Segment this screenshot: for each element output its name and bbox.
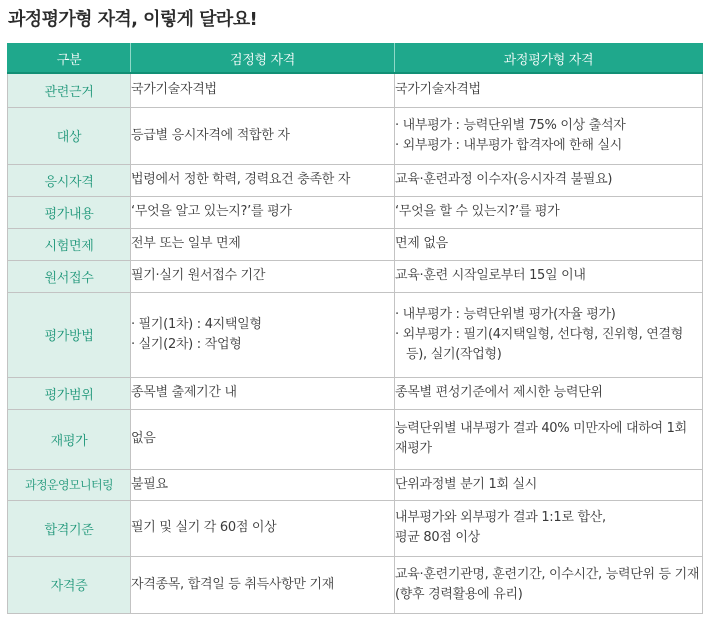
cell-line: 교육·훈련기관명, 훈련기간, 이수시간, 능력단위 등 기재(향후 경력활용에 유리): [395, 566, 700, 602]
exam-cell: [131, 164, 395, 196]
table-row: [8, 469, 703, 500]
exam-cell: [131, 409, 395, 469]
cell-line: · 내부평가 : 능력단위별 평가(자율 평가): [395, 306, 616, 322]
row-category: 과정운영모니터링: [8, 469, 131, 500]
table-row: [8, 107, 703, 164]
row-category: 평가내용: [8, 196, 131, 228]
cell-line: 국가기술자격법: [395, 82, 481, 98]
cell-line: · 필기(1차) : 4지택일형: [131, 316, 262, 332]
cell-line: 면제 없음: [395, 236, 448, 251]
cell-line: 교육·훈련과정 이수자(응시자격 불필요): [395, 172, 613, 187]
cell-line: 국가기술자격법: [131, 82, 217, 98]
course-cell: [395, 556, 703, 613]
course-cell: [395, 196, 703, 228]
exam-cell: [131, 500, 395, 556]
exam-cell: [131, 377, 395, 409]
table-row: [8, 196, 703, 228]
exam-cell: [131, 107, 395, 164]
table-row: [8, 260, 703, 292]
row-category: 재평가: [8, 409, 131, 469]
table-row: [8, 556, 703, 613]
comparison-table: [7, 43, 703, 614]
cell-line: 불필요: [131, 476, 168, 492]
cell-line: 필기 및 실기 각 60점 이상: [131, 520, 277, 535]
cell-line: 없음: [131, 431, 156, 446]
exam-cell: [131, 260, 395, 292]
row-category: 평가범위: [8, 377, 131, 409]
exam-cell: [131, 469, 395, 500]
row-category: 관련근거: [8, 73, 131, 107]
header-category: 구분: [8, 44, 131, 74]
cell-line: 종목별 출제기간 내: [131, 385, 237, 400]
page-title: 과정평가형 자격, 이렇게 달라요!: [8, 9, 258, 30]
table-row: [8, 409, 703, 469]
cell-line: 전부 또는 일부 면제: [131, 236, 241, 251]
table-row: [8, 500, 703, 556]
exam-cell: [131, 196, 395, 228]
exam-cell: [131, 73, 395, 107]
cell-line: 법령에서 정한 학력, 경력요건 충족한 자: [131, 172, 351, 187]
cell-line: · 외부평가 : 필기(4지택일형, 선다형, 진위형, 연결형 등), 실기(작업형): [395, 326, 684, 362]
cell-line: · 내부평가 : 능력단위별 75% 이상 출석자: [395, 117, 626, 133]
course-cell: [395, 164, 703, 196]
cell-line: 교육·훈련 시작일로부터 15일 이내: [395, 268, 586, 283]
header-exam-type: 검정형 자격: [131, 44, 395, 74]
table-header-row: [8, 44, 703, 74]
table-row: [8, 228, 703, 260]
header-course-type: 과정평가형 자격: [395, 44, 703, 74]
row-category: 합격기준: [8, 500, 131, 556]
table-row: [8, 164, 703, 196]
cell-line: · 실기(2차) : 작업형: [131, 336, 242, 352]
course-cell: [395, 73, 703, 107]
course-cell: [395, 107, 703, 164]
course-cell: [395, 292, 703, 377]
course-cell: [395, 260, 703, 292]
cell-line: 자격종목, 합격일 등 취득사항만 기재: [131, 576, 335, 592]
exam-cell: [131, 556, 395, 613]
cell-line: ‘무엇을 할 수 있는지?’를 평가: [395, 204, 560, 219]
exam-cell: [131, 292, 395, 377]
cell-line: 평균 80점 이상: [395, 530, 480, 545]
cell-line: · 외부평가 : 내부평가 합격자에 한해 실시: [395, 137, 623, 153]
row-category: 자격증: [8, 556, 131, 613]
row-category: 대상: [8, 107, 131, 164]
cell-line: 등급별 응시자격에 적합한 자: [131, 127, 290, 143]
cell-line: 능력단위별 내부평가 결과 40% 미만자에 대하여 1회 재평가: [395, 421, 687, 456]
course-cell: [395, 469, 703, 500]
course-cell: [395, 228, 703, 260]
cell-line: 내부평가와 외부평가 결과 1:1로 합산,: [395, 510, 606, 525]
cell-line: 단위과정별 분기 1회 실시: [395, 476, 538, 492]
table-row: [8, 73, 703, 107]
row-category: 시험면제: [8, 228, 131, 260]
table-row: [8, 292, 703, 377]
table-row: [8, 377, 703, 409]
course-cell: [395, 377, 703, 409]
row-category: 평가방법: [8, 292, 131, 377]
row-category: 원서접수: [8, 260, 131, 292]
course-cell: [395, 500, 703, 556]
exam-cell: [131, 228, 395, 260]
cell-line: 종목별 편성기준에서 제시한 능력단위: [395, 385, 603, 400]
course-cell: [395, 409, 703, 469]
table-header: [8, 44, 703, 74]
row-category: 응시자격: [8, 164, 131, 196]
cell-line: ‘무엇을 알고 있는지?’를 평가: [131, 204, 292, 219]
table-body: [8, 73, 703, 613]
cell-line: 필기·실기 원서접수 기간: [131, 268, 266, 283]
